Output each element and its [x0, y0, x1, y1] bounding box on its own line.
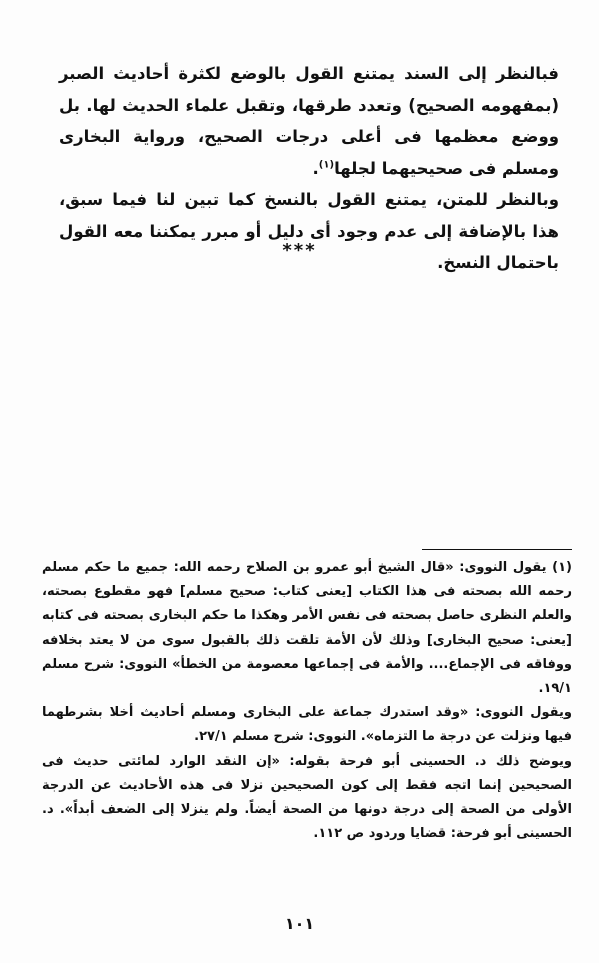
page-number: ١٠١ — [284, 914, 315, 933]
footnotes-section — [42, 556, 572, 846]
footnote-1: (١) يقول النووى: «قال الشيخ أبو عمرو بن الصلاح رحمه الله: جميع ما حكم مسلم رحمه الله بصحته فى هذا الكتاب [يعنى كتاب: صحيح مسلم] فهو مقطوع بصحته، والعلم النظرى حاصل بصحته فى نفس الأمر وهكذا ما حكم البخارى بصحته فى كتابه [يعنى: صحيح البخارى] وذلك لأن الأمة تلقت ذلك بالقبول سوى من لا يعتد بخلافه ووفاقه فى الإجماع.... والأمة فى إجماعها معصومة من الخطأ» النووى: شرح مسلم ١٩/١. — [42, 560, 572, 697]
footnote-reference-1[interactable]: (١) — [318, 159, 335, 170]
main-paragraph-1-end: . — [312, 158, 319, 178]
main-paragraph-1 — [59, 58, 559, 184]
section-separator: *** — [282, 240, 317, 261]
footnote-3: ويوضح ذلك د. الحسينى أبو فرحة بقوله: «إن النقد الوارد لمائتى حديث فى الصحيحين إنما اتجه فقط إلى كون الصحيحين نزلا فى هذه الأحاديث عن الدرجة الأولى من الصحة إلى درجة دونها من الصحة أيضاً. ولم ينزلا إلى الضعف أبداً». د. الحسينى أبو فرحة: قضايا وردود ص ١١٢. — [42, 753, 572, 842]
main-paragraph-2: وبالنظر للمتن، يمتنع القول بالنسخ كما تبين لنا فيما سبق، هذا بالإضافة إلى عدم وجود أى دليل أو مبرر يمكننا معه القول باحتمال النسخ. — [59, 190, 559, 272]
main-paragraph-1-text: فبالنظر إلى السند يمتنع القول بالوضع لكثرة أحاديث الصبر (بمفهومه الصحيح) وتعدد طرقها، وتقبل علماء الحديث لها. بل ووضع معظمها فى أعلى درجات الصحيح، ورواية البخارى ومسلم فى صحيحيهما لجلها — [59, 64, 559, 178]
footnote-2: ويقول النووى: «وقد استدرك جماعة على البخارى ومسلم أحاديث أخلا بشرطهما فيها ونزلت عن درجة ما التزماه». النووى: شرح مسلم ٢٧/١. — [42, 705, 572, 745]
footnote-divider — [422, 549, 572, 550]
